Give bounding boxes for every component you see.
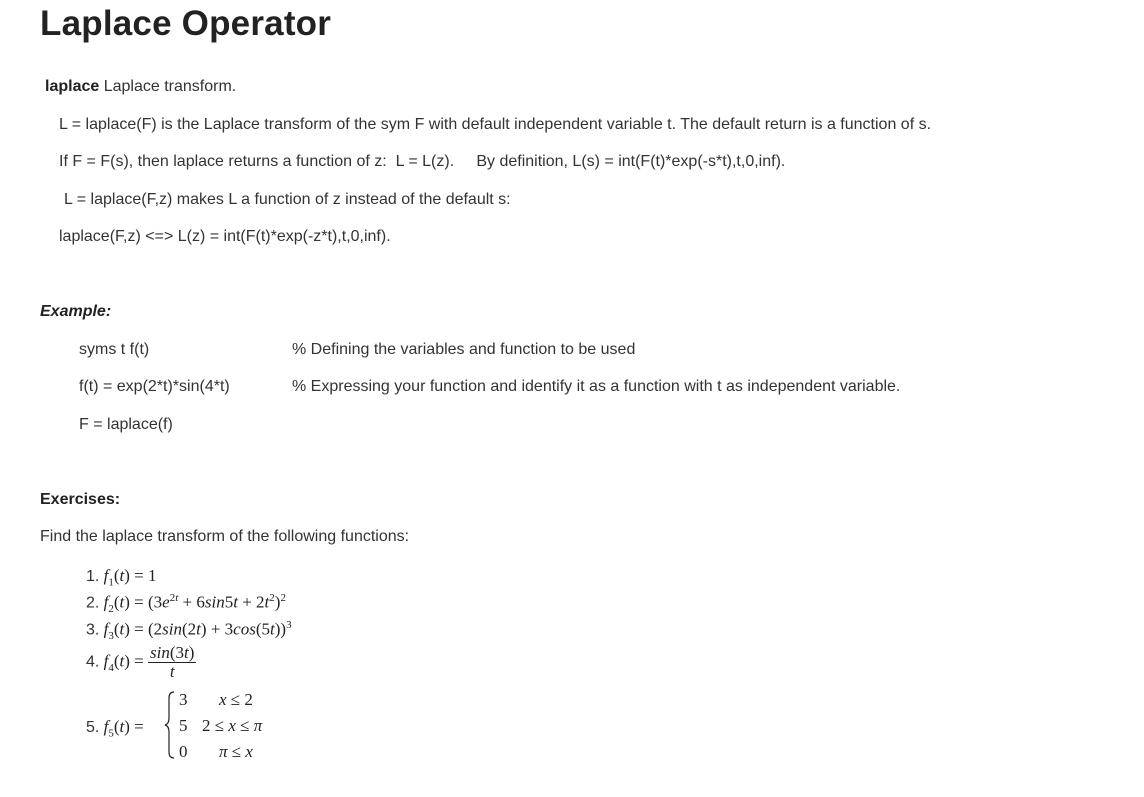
fraction: $\frac{\sin(3t)}{t}$ xyxy=(149,643,195,681)
description-line-2: If F = F(s), then laplace returns a function of z: L = L(z). By definition, L(s) = int(F(t)*exp(-s*t),t,0,inf). xyxy=(59,153,786,170)
description-summary xyxy=(45,78,236,96)
piecewise-brace xyxy=(164,690,176,760)
example-comment-1: % Defining the variables and function to be used xyxy=(292,341,636,358)
description-line-1: L = laplace(F) is the Laplace transform of the sym F with default independent variable t. The default return is a function of s. xyxy=(59,116,932,133)
page-title: Laplace Operator xyxy=(40,4,332,43)
exercise-item-3: 3. $f_3(t) = (2\sin(2t) + 3\cos(5t))^3$ xyxy=(86,619,292,643)
exercises-heading: Exercises: xyxy=(40,491,121,508)
example-comment-2: % Expressing your function and identify it as a function with t as independent variable. xyxy=(292,378,901,395)
summary-text: Laplace transform. xyxy=(103,78,237,95)
example-code-3: F = laplace(f) xyxy=(79,416,173,433)
exercise-item-2: 2. $f_2(t) = (3e^{2t} + 6\sin 5t + 2t^2)^2$ xyxy=(86,592,286,616)
example-heading: Example: xyxy=(40,303,112,320)
description-line-3: L = laplace(F,z) makes L a function of z instead of the default s: xyxy=(64,191,511,208)
exercise-item-4: 4. $f_4(t)$ = $\frac{\sin(3t)}{t}$ xyxy=(86,643,195,681)
description-line-4: laplace(F,z) <=> L(z) = int(F(t)*exp(-z*t),t,0,inf). xyxy=(59,228,391,245)
exercise-item-1: 1. $f_1(t) = 1$ xyxy=(86,566,157,589)
exercises-intro: Find the laplace transform of the following functions: xyxy=(40,528,410,545)
keyword-laplace: laplace xyxy=(45,78,100,95)
example-code-2: f(t) = exp(2*t)*sin(4*t) xyxy=(79,378,230,395)
example-code-1: syms t f(t) xyxy=(79,341,150,358)
